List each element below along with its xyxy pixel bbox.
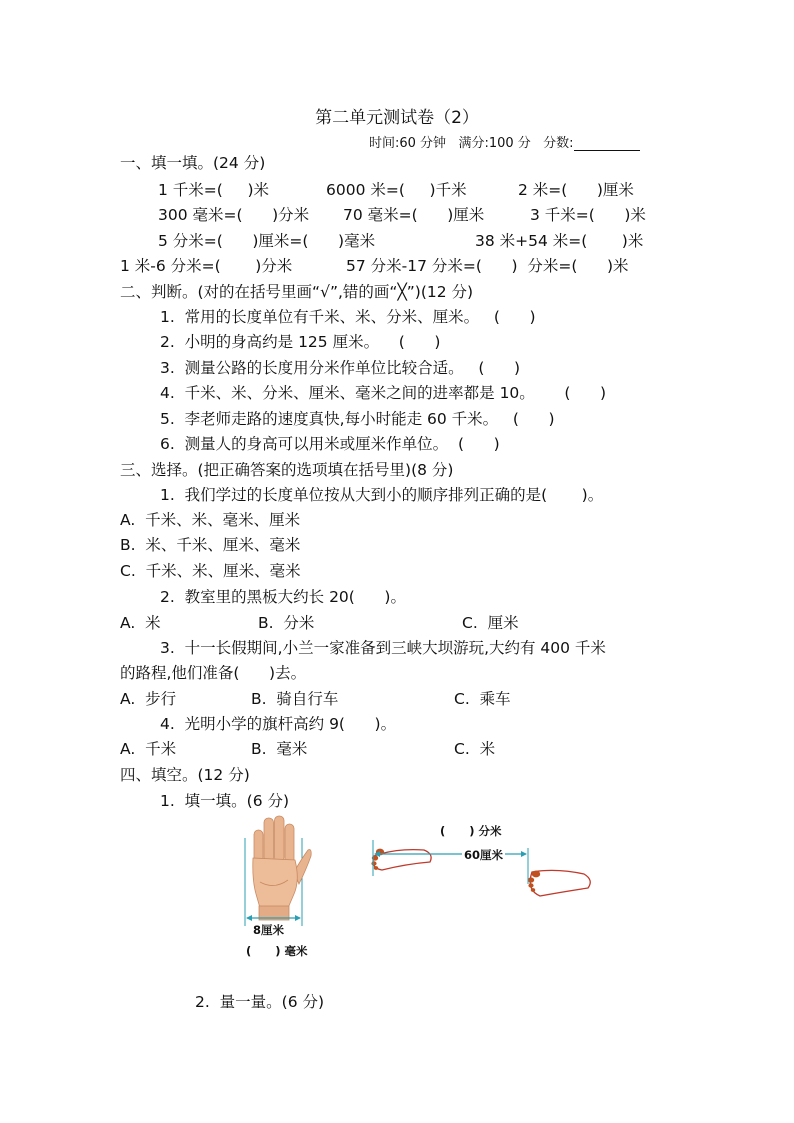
judge-item: 6. 测量人的身高可以用米或厘米作单位。 ( ) (160, 435, 500, 453)
choice-option: A. 千米 (120, 740, 177, 758)
foot-measure-label: 60厘米 (464, 848, 504, 862)
fill-item: 3 千米=( )米 (530, 206, 646, 224)
fill-item: 38 米+54 米=( )米 (475, 232, 644, 250)
choice-stem: 4. 光明小学的旗杆高约 9( )。 (160, 715, 397, 733)
hand-illustration (236, 810, 316, 938)
choice-option: B. 分米 (258, 614, 315, 632)
hand-measure-label: 8厘米 (253, 923, 285, 937)
choice-option: C. 厘米 (462, 614, 519, 632)
fill-item: 70 毫米=( )厘米 (343, 206, 485, 224)
choice-option: B. 米、千米、厘米、毫米 (120, 536, 301, 554)
choice-stem: 2. 教室里的黑板大约长 20( )。 (160, 588, 406, 606)
foot-answer-blank: ( ) 分米 (440, 824, 502, 838)
choice-option: A. 米 (120, 614, 161, 632)
fill-item: 1 千米=( )米 (158, 181, 270, 199)
choice-stem: 1. 我们学过的长度单位按从大到小的顺序排列正确的是( )。 (160, 486, 604, 504)
choice-option: B. 骑自行车 (251, 690, 339, 708)
fill-item: 6000 米=( )千米 (326, 181, 467, 199)
fill-item: 1 米-6 分米=( )分米 (120, 257, 293, 275)
footprints-illustration (366, 834, 598, 906)
choice-option: C. 乘车 (454, 690, 511, 708)
judge-item: 5. 李老师走路的速度真快,每小时能走 60 千米。 ( ) (160, 410, 555, 428)
judge-item: 3. 测量公路的长度用分米作单位比较合适。 ( ) (160, 359, 521, 377)
choice-option: C. 米 (454, 740, 496, 758)
judge-item: 1. 常用的长度单位有千米、米、分米、厘米。 ( ) (160, 308, 536, 326)
fill-subheading: 1. 填一填。(6 分) (160, 792, 290, 810)
section4-heading: 四、填空。(12 分) (120, 766, 250, 784)
exam-meta (369, 132, 640, 151)
choice-option: A. 千米、米、毫米、厘米 (120, 511, 301, 529)
fill-item: 5 分米=( )厘米=( )毫米 (158, 232, 376, 250)
choice-stem: 3. 十一长假期间,小兰一家准备到三峡大坝游玩,大约有 400 千米 (160, 639, 606, 657)
section1-heading: 一、填一填。(24 分) (120, 154, 266, 172)
section3-heading: 三、选择。(把正确答案的选项填在括号里)(8 分) (120, 461, 454, 479)
choice-option: A. 步行 (120, 690, 177, 708)
fill-item: 57 分米-17 分米=( ) 分米=( )米 (346, 257, 629, 275)
fill-item: 300 毫米=( )分米 (158, 206, 310, 224)
hand-answer-blank: ( ) 毫米 (246, 944, 308, 958)
measure-subheading: 2. 量一量。(6 分) (195, 993, 325, 1011)
page-title: 第二单元测试卷（2） (315, 108, 479, 128)
judge-item: 2. 小明的身高约是 125 厘米。 ( ) (160, 333, 441, 351)
choice-option: C. 千米、米、厘米、毫米 (120, 562, 301, 580)
section2-heading: 二、判断。(对的在括号里画“√”,错的画“╳”)(12 分) (120, 283, 474, 301)
fill-item: 2 米=( )厘米 (518, 181, 634, 199)
choice-stem-cont: 的路程,他们准备( )去。 (120, 664, 307, 682)
exam-meta-text: 时间:60 分钟 满分:100 分 分数: (369, 136, 574, 151)
choice-option: B. 毫米 (251, 740, 308, 758)
score-blank[interactable] (574, 136, 640, 151)
judge-item: 4. 千米、米、分米、厘米、毫米之间的进率都是 10。 ( ) (160, 384, 607, 402)
